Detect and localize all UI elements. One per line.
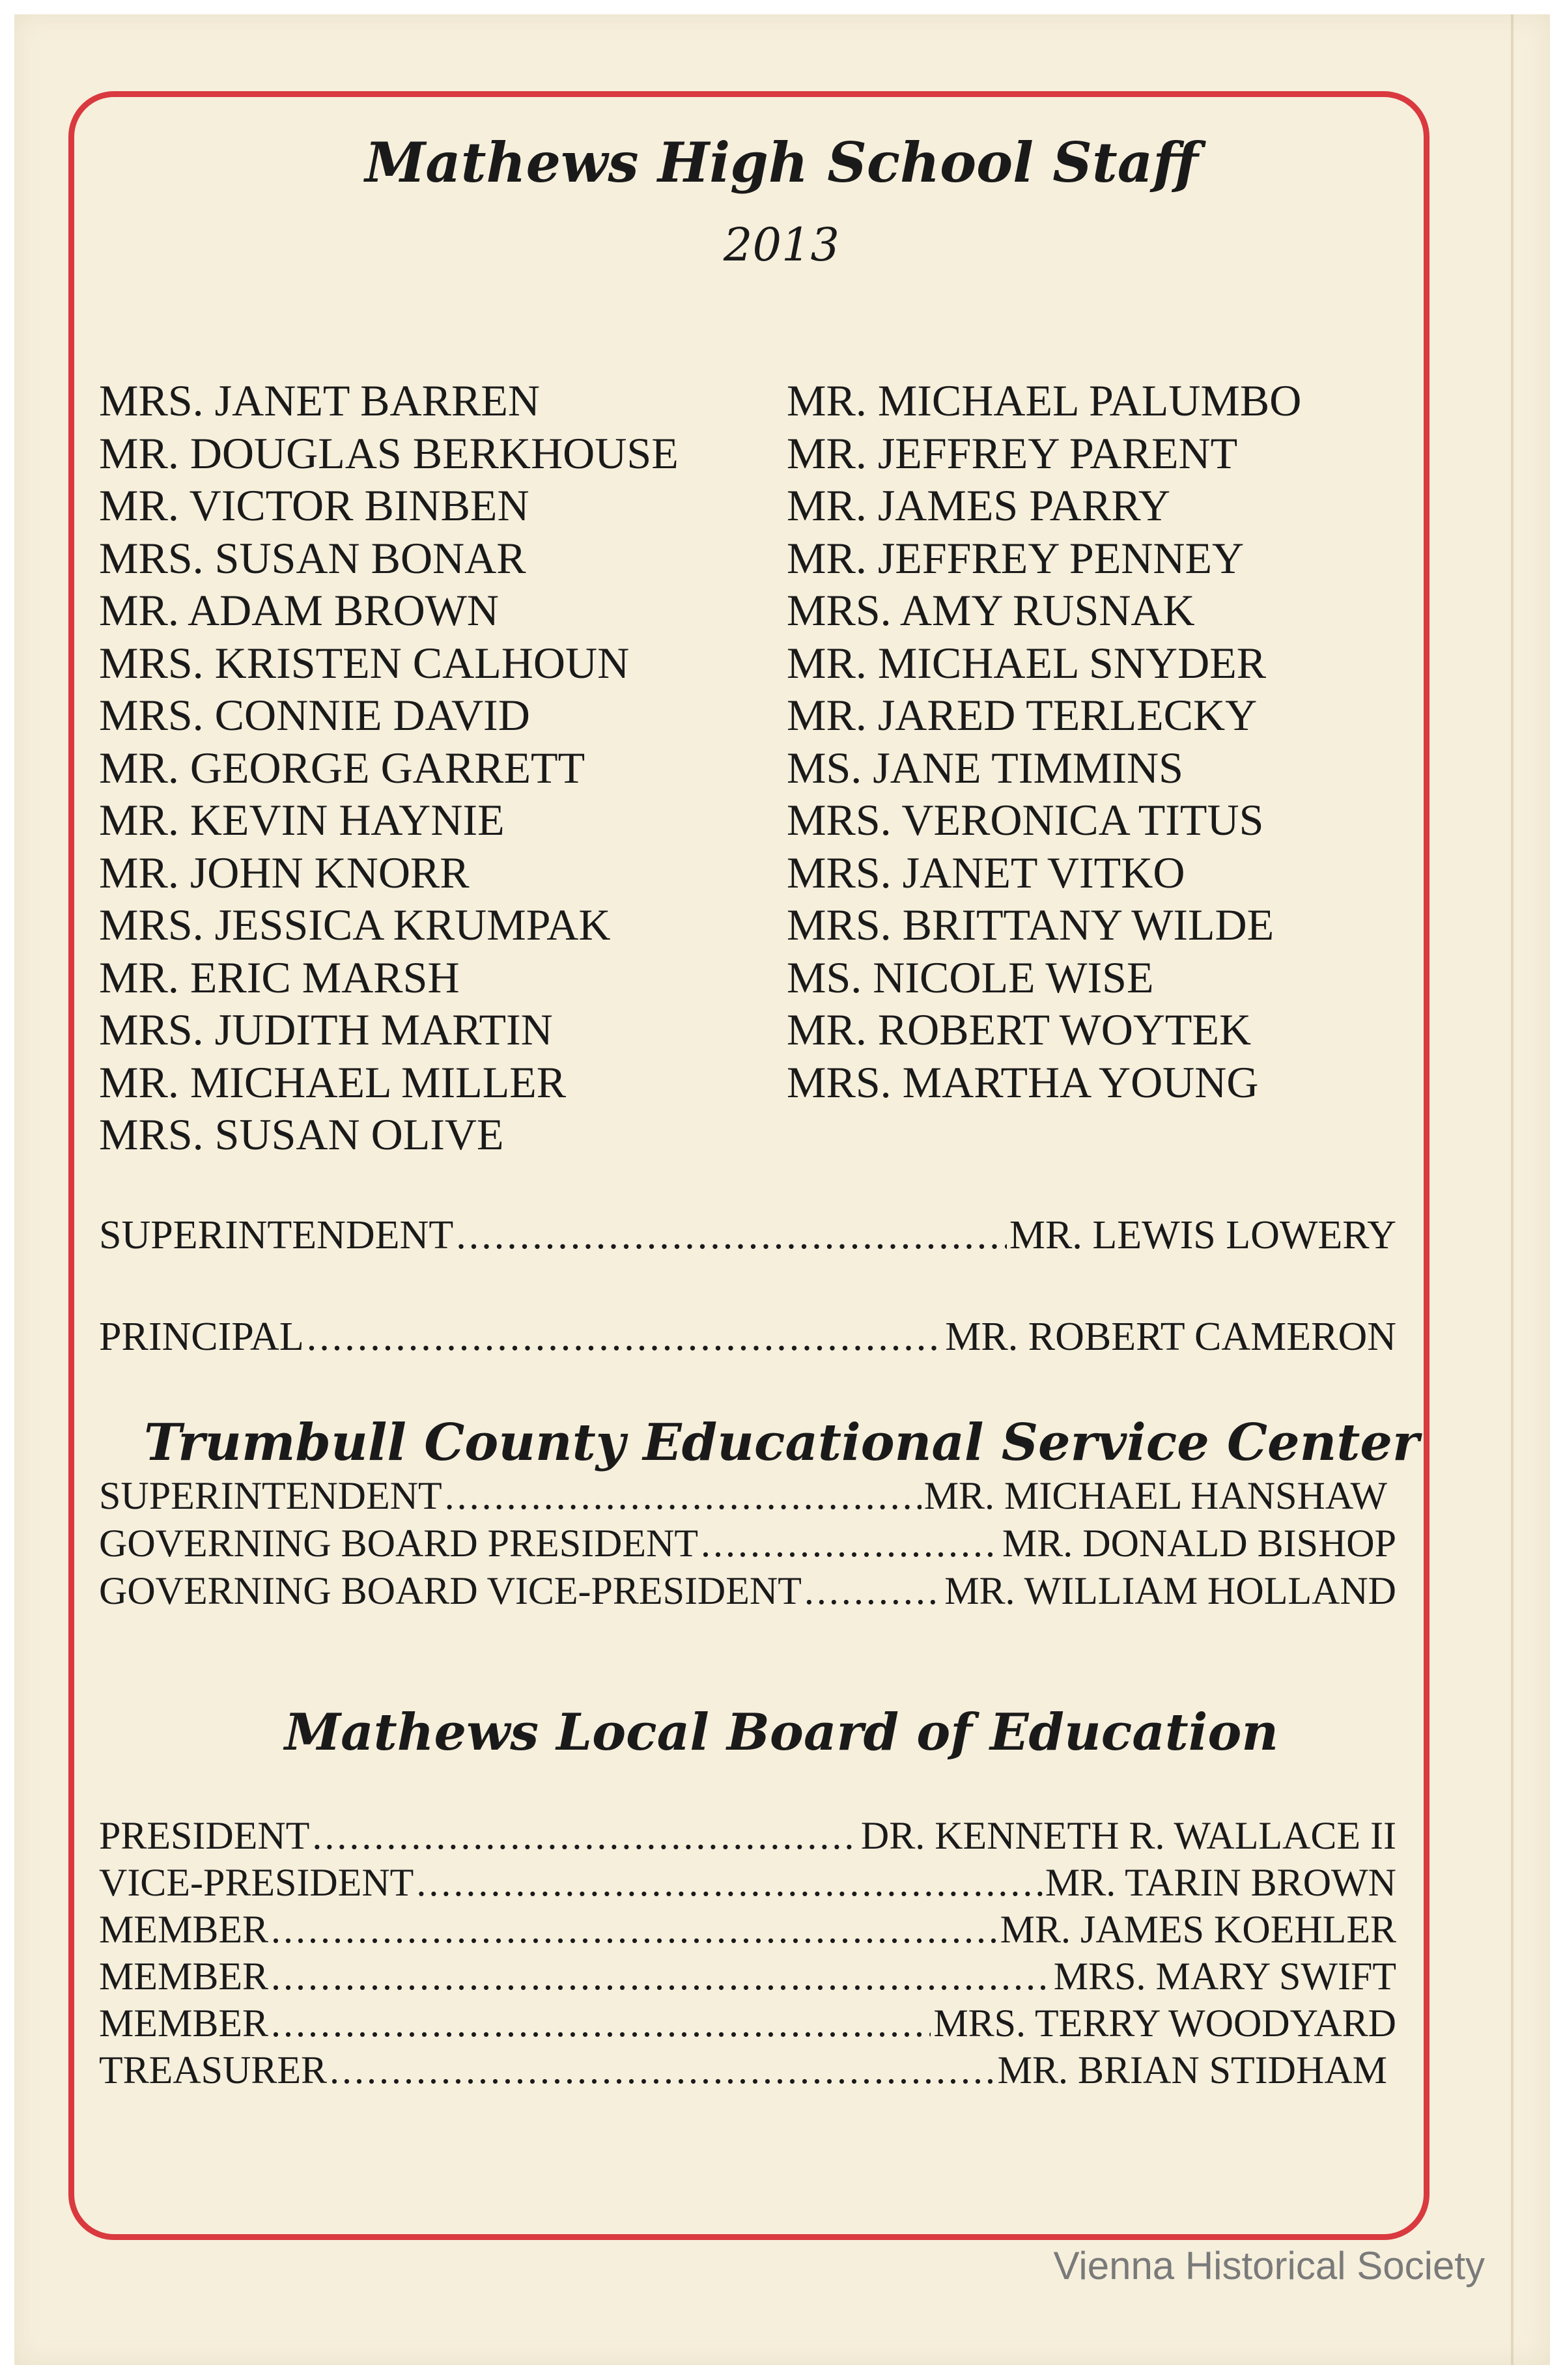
dot-leader [271,2001,931,2046]
role-holder: MR. LEWIS LOWERY [1009,1213,1396,1257]
staff-name: MR. JAMES PARRY [787,481,1170,530]
dot-leader [271,1954,1051,1999]
page-year: 2013 [723,218,840,272]
staff-name: MRS. BRITTANY WILDE [787,900,1274,949]
role-label: VICE-PRESIDENT [99,1861,414,1904]
staff-name: MR. MICHAEL PALUMBO [787,376,1302,425]
board-row [99,1860,1396,1905]
staff-name: MR. JOHN KNORR [99,847,470,897]
dot-leader [456,1212,1007,1259]
fold-line [1511,14,1514,2365]
role-label: TREASURER [99,2049,328,2092]
dot-leader [804,1569,942,1614]
staff-name: MR. MICHAEL MILLER [99,1057,567,1107]
role-holder: MRS. MARY SWIFT [1053,1955,1396,1998]
role-label: PRESIDENT [99,1814,310,1857]
tcesc-heading: Trumbull County Educational Service Center [143,1413,1420,1472]
staff-name: MS. NICOLE WISE [787,952,1154,1002]
staff-name: MRS. VERONICA TITUS [787,795,1264,845]
staff-name: MR. DOUGLAS BERKHOUSE [99,428,679,478]
board-heading: Mathews Local Board of Education [284,1703,1279,1762]
staff-name: MS. JANE TIMMINS [787,742,1183,792]
role-holder: MR. ROBERT CAMERON [945,1315,1396,1359]
role-label: SUPERINTENDENT [99,1213,454,1257]
staff-name: MR. MICHAEL SNYDER [787,637,1267,688]
role-label: PRINCIPAL [99,1315,304,1359]
role-holder: DR. KENNETH R. WALLACE II [860,1814,1396,1857]
board-row [99,1907,1396,1952]
staff-name: MRS. SUSAN OLIVE [99,1110,504,1159]
board-row [99,1813,1396,1858]
role-holder: MR. TARIN BROWN [1045,1861,1396,1904]
tcesc-row [99,1521,1396,1566]
role-label: GOVERNING BOARD PRESIDENT [99,1522,699,1565]
board-row [99,2001,1396,2046]
staff-name: MR. JARED TERLECKY [787,690,1258,740]
staff-name: MRS. JANET BARREN [99,376,540,425]
board-row [99,2048,1387,2093]
role-holder: MR. DONALD BISHOP [1002,1522,1396,1565]
staff-name: MRS. KRISTEN CALHOUN [99,637,630,688]
role-holder: MR. BRIAN STIDHAM [997,2049,1387,2092]
staff-name: MRS. SUSAN BONAR [99,533,526,583]
staff-name: MR. ERIC MARSH [99,952,460,1002]
dot-leader [416,1860,1043,1905]
staff-name: MRS. JUDITH MARTIN [99,1005,553,1054]
staff-name: MRS. CONNIE DAVID [99,690,530,740]
staff-name: MRS. JANET VITKO [787,847,1185,897]
superintendent-row [99,1212,1396,1259]
dot-leader [445,1474,922,1519]
page-title: Mathews High School Staff [365,130,1198,195]
role-label: GOVERNING BOARD VICE-PRESIDENT [99,1569,802,1612]
role-holder: MRS. TERRY WOODYARD [933,2002,1396,2045]
staff-name: MRS. MARTHA YOUNG [787,1057,1259,1107]
dot-leader [701,1521,1000,1566]
staff-name: MRS. JESSICA KRUMPAK [99,900,611,949]
role-holder: MR. MICHAEL HANSHAW [923,1474,1387,1517]
board-row [99,1954,1396,1999]
role-label: MEMBER [99,2002,269,2045]
dot-leader [307,1314,943,1360]
dot-leader [271,1907,998,1952]
tcesc-row [99,1474,1387,1519]
role-label: MEMBER [99,1955,269,1998]
role-label: MEMBER [99,1908,269,1951]
dot-leader [330,2048,995,2093]
staff-name: MRS. AMY RUSNAK [787,585,1195,635]
principal-row [99,1314,1396,1360]
staff-list-left [99,374,679,1161]
tcesc-row [99,1569,1396,1614]
staff-name: MR. ROBERT WOYTEK [787,1005,1252,1054]
staff-name: MR. JEFFREY PENNEY [787,533,1245,583]
staff-name: MR. GEORGE GARRETT [99,742,585,792]
staff-name: MR. VICTOR BINBEN [99,481,529,530]
role-holder: MR. JAMES KOEHLER [1000,1908,1396,1951]
staff-name: MR. JEFFREY PARENT [787,428,1238,478]
staff-list-right [787,374,1301,1108]
dot-leader [312,1813,858,1858]
staff-name: MR. KEVIN HAYNIE [99,795,505,845]
role-label: SUPERINTENDENT [99,1474,442,1517]
role-holder: MR. WILLIAM HOLLAND [944,1569,1396,1612]
watermark: Vienna Historical Society [1053,2244,1485,2288]
staff-name: MR. ADAM BROWN [99,585,499,635]
